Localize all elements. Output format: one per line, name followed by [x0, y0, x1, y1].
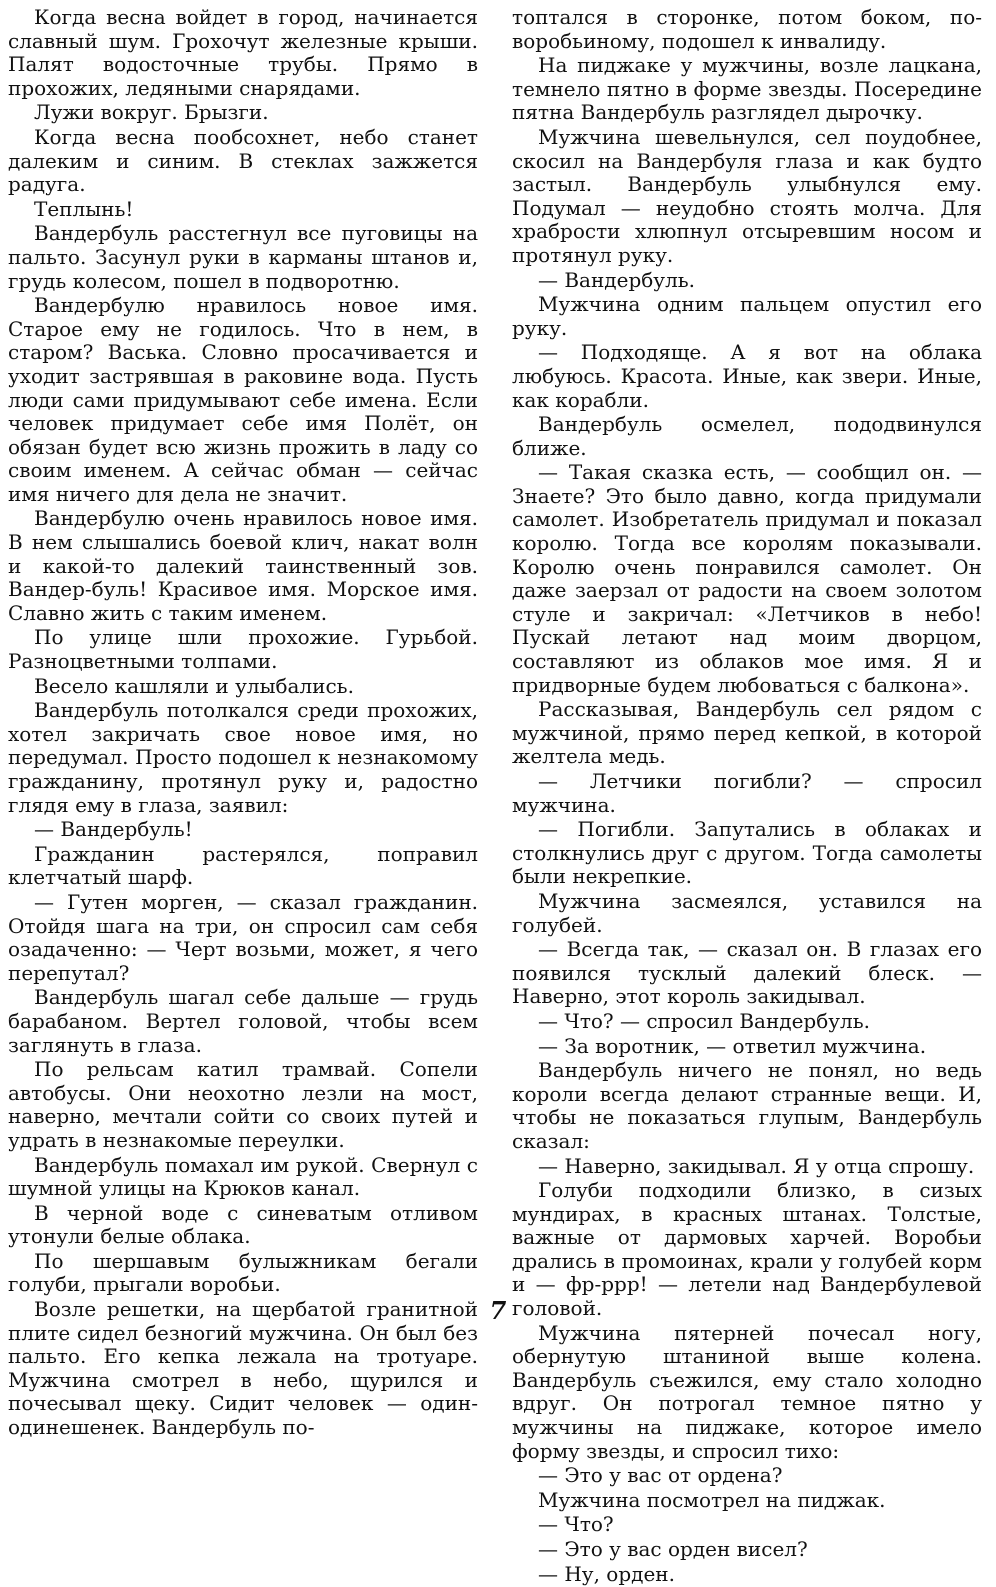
- paragraph: Рассказывая, Вандербуль сел рядом с мужчиной, прямо перед кепкой, в которой желтела медь.: [512, 697, 982, 769]
- paragraph: На пиджаке у мужчины, возле лацкана, темнело пятно в форме звезды. Посередине пятна Вандербуль разглядел дырочку.: [512, 53, 982, 125]
- paragraph: Весело кашляли и улыбались.: [34, 673, 354, 698]
- paragraph: Вандербуль потолкался среди прохожих, хотел закричать свое новое имя, но передумал. Просто подошел к незнакомому гражданину, протянул руку и, радостно глядя ему в глаза, заявил:: [8, 698, 478, 817]
- paragraph: — Что?: [538, 1512, 614, 1537]
- paragraph: Вандербуль помахал им рукой. Свернул с шумной улицы на Крюков канал.: [8, 1152, 478, 1201]
- paragraph: — Вандербуль.: [538, 267, 696, 292]
- paragraph: Голуби подходили близко, в сизых мундирах, в красных штанах. Толстые, важные от дармовых харчей. Воробьи дрались в промоинах, крали у голубей корм и — фр-ррр! — летели над Вандербулевой головой.: [512, 1178, 982, 1321]
- paragraph: — Гутен морген, — сказал гражданин. Отойдя шага на три, он спросил сам себя озадаченно: — Черт возьми, может, я чего перепутал?: [8, 889, 478, 985]
- paragraph: — За воротник, — ответил мужчина.: [538, 1033, 927, 1058]
- paragraph: Мужчина одним пальцем опустил его руку.: [512, 292, 982, 340]
- paragraph: Вандербулю нравилось новое имя. Старое ему не годилось. Что в нем, в старом? Васька. Словно просачивается и уходит застрявшая в раковине вода. Пусть люди сами придумывают себе имена. Если человек придумает себе имя Полёт, он обязан будет всю жизнь прожить в ладу со своим именем. А сейчас обман — сейчас имя ничего для дела не значит.: [8, 293, 478, 506]
- paragraph: Теплынь!: [34, 196, 134, 221]
- paragraph: Возле решетки, на щербатой гранитной плите сидел безногий мужчина. Он был без пальто. Его кепка лежала на тротуаре. Мужчина смотрел в небо, щурился и почесывал щеку. Сидит человек — один-одинешенек. Вандербуль по-: [8, 1297, 478, 1440]
- paragraph: Вандербуль осмелел, пододвинулся ближе.: [512, 412, 982, 460]
- paragraph: Лужи вокруг. Брызги.: [34, 100, 269, 125]
- paragraph: По улице шли прохожие. Гурьбой. Разноцветными толпами.: [8, 625, 478, 674]
- paragraph: Вандербуль шагал себе дальше — грудь барабаном. Вертел головой, чтобы всем заглянуть в глаза.: [8, 985, 478, 1057]
- paragraph: — Всегда так, — сказал он. В глазах его появился тусклый далекий блеск. — Наверно, этот король закидывал.: [512, 937, 982, 1009]
- paragraph: Мужчина посмотрел на пиджак.: [538, 1487, 886, 1512]
- paragraph: Когда весна пообсохнет, небо станет далеким и синим. В стеклах зажжется радуга.: [8, 124, 478, 197]
- paragraph: — Что? — спросил Вандербуль.: [538, 1008, 870, 1033]
- paragraph: Мужчина шевельнулся, сел поудобнее, скосил на Вандербуля глаза и как будто застыл. Вандербуль улыбнулся ему. Подумал — неудобно стоять молча. Для храбрости хлюпнул отсыревшим носом и протянул руку.: [512, 124, 982, 267]
- paragraph: — Погибли. Запутались в облаках и столкнулись друг с другом. Тогда самолеты были некрепкие.: [512, 817, 982, 889]
- paragraph: Вандербулю очень нравилось новое имя. В нем слышались боевой клич, накат волн и какой-то далекий таинственный зов. Вандер-буль! Красивое имя. Морское имя. Славно жить с таким именем.: [8, 506, 478, 625]
- left-text-column: [8, 6, 478, 1441]
- paragraph: — Это у вас орден висел?: [538, 1537, 808, 1561]
- paragraph: — Вандербуль!: [34, 817, 193, 842]
- paragraph: — Такая сказка есть, — сообщил он. — Знаете? Это было давно, когда придумали самолет. Изобретатель придумал и показал королю. Тогда все королям показывали. Королю очень понравился самолет. Он даже заерзал от радости на своем золотом стуле и закричал: «Летчиков в небо! Пускай летают над моим дворцом, составляют из облаков мое имя. Я и придворные будем любоваться с балкона».: [512, 460, 982, 697]
- paragraph-continuation: топтался в сторонке, потом боком, по-воробьиному, подошел к инвалиду.: [512, 5, 982, 53]
- right-text-column: [512, 6, 982, 1587]
- paragraph: — Подходяще. А я вот на облака любуюсь. Красота. Иные, как звери. Иные, как корабли.: [512, 340, 982, 412]
- paragraph: Когда весна войдет в город, начинается славный шум. Грохочут железные крыши. Палят водосточные трубы. Прямо в прохожих, ледяными снарядами.: [8, 5, 478, 100]
- paragraph: По рельсам катил трамвай. Сопели автобусы. Они неохотно лезли на мост, наверно, мечтали сойти со своих путей и удрать в незнакомые переулки.: [8, 1057, 478, 1152]
- paragraph: — Это у вас от ордена?: [538, 1463, 783, 1488]
- paragraph: В черной воде с синеватым отливом утонули белые облака.: [8, 1200, 478, 1249]
- paragraph: Мужчина засмеялся, уставился на голубей.: [512, 888, 982, 937]
- paragraph: Мужчина пятерней почесал ногу, обернутую штаниной выше колена. Вандербуль съежился, ему стало холодно вдруг. Он потрогал темное пятно у мужчины на пиджаке, которое имело форму звезды, и спросил тихо:: [512, 1320, 982, 1463]
- paragraph: — Летчики погибли? — спросил мужчина.: [512, 769, 982, 817]
- paragraph: Гражданин растерялся, поправил клетчатый шарф.: [8, 841, 478, 890]
- page-number: 7: [489, 1296, 507, 1325]
- paragraph: По шершавым булыжникам бегали голуби, прыгали воробьи.: [8, 1248, 478, 1297]
- paragraph: Вандербуль ничего не понял, но ведь короли всегда делают странные вещи. И, чтобы не показаться глупым, Вандербуль сказал:: [512, 1058, 982, 1153]
- paragraph: — Ну, орден.: [538, 1561, 675, 1586]
- paragraph: Вандербуль расстегнул все пуговицы на пальто. Засунул руки в карманы штанов и, грудь колесом, пошел в подворотню.: [8, 221, 478, 293]
- paragraph: — Наверно, закидывал. Я у отца спрошу.: [538, 1153, 975, 1178]
